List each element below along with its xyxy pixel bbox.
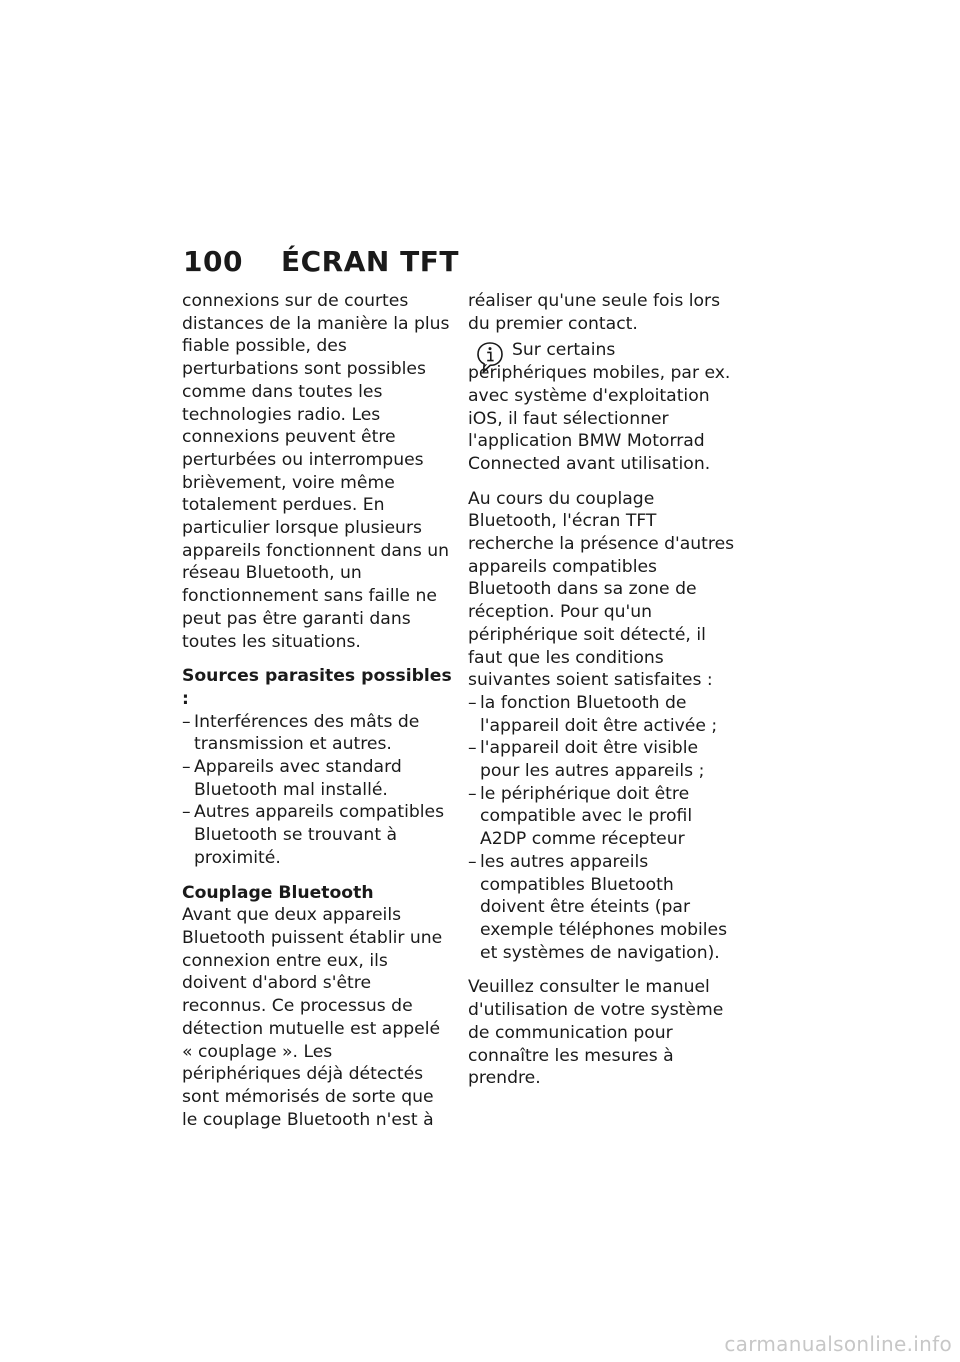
dash-icon: – <box>468 851 477 872</box>
pairing-heading: Couplage Bluetooth <box>182 882 374 903</box>
search-paragraph: Au cours du couplage Bluetooth, l'écran TFT recherche la présence d'autres appareils compatibles Bluetooth dans sa zone de réception. Pour qu'un périphérique soit détecté, il faut que les conditions suivantes soient satisfaites : <box>468 488 735 691</box>
dash-icon: – <box>182 757 191 778</box>
watermark-link[interactable]: carmanualsonline.info <box>724 1332 952 1356</box>
closing-paragraph: Veuillez consulter le manuel d'utilisation de votre système de communication pour connaître les mesures à prendre. <box>468 977 724 1089</box>
info-note <box>468 339 738 475</box>
list-item: – la fonction Bluetooth de l'appareil doit être activée ; <box>468 692 718 736</box>
page-number: 100 <box>183 245 243 278</box>
conditions-list <box>468 692 738 964</box>
dash-icon: – <box>468 783 477 804</box>
right-column <box>468 290 738 1102</box>
intro-paragraph: connexions sur de courtes distances de la manière la plus fiable possible, des perturbations sont possibles comme dans toutes les technologies radio. Les connexions peuvent être perturbées ou interrompues brièvement, voire même totalement perdues. En particulier lorsque plusieurs appareils fonctionnent dans un réseau Bluetooth, un fonctionnement sans faille ne peut pas être garanti dans toutes les situations. <box>182 291 450 652</box>
dash-icon: – <box>182 802 191 823</box>
list-item: – Interférences des mâts de transmission et autres. <box>182 711 420 755</box>
list-item: – l'appareil doit être visible pour les autres appareils ; <box>468 738 705 782</box>
list-item: – le périphérique doit être compatible avec le profil A2DP comme récepteur <box>468 783 693 850</box>
left-column <box>182 290 452 1143</box>
pairing-paragraph: Avant que deux appareils Bluetooth puissent établir une connexion entre eux, ils doivent d'abord s'être reconnus. Ce processus de détection mutuelle est appelé « couplage ». Les périphériques déjà détectés sont mémorisés de sorte que le couplage Bluetooth n'est à <box>182 905 443 1130</box>
interference-heading: Sources parasites possibles : <box>182 666 452 709</box>
section-title: ÉCRAN TFT <box>281 245 459 278</box>
list-item: – les autres appareils compatibles Bluetooth doivent être éteints (par exemple téléphones mobiles et systèmes de navigation). <box>468 851 728 963</box>
interference-list <box>182 711 452 870</box>
dash-icon: – <box>468 692 477 713</box>
dash-icon: – <box>182 711 191 732</box>
continuation-paragraph: réaliser qu'une seule fois lors du premier contact. <box>468 291 721 334</box>
dash-icon: – <box>468 738 477 759</box>
list-item: – Autres appareils compatibles Bluetooth se trouvant à proximité. <box>182 802 445 868</box>
info-icon <box>476 341 504 375</box>
note-text: Sur certains périphériques mobiles, par ex. avec système d'exploitation iOS, il faut sélectionner l'application BMW Motorrad Connected avant utilisation. <box>468 340 731 474</box>
page-header <box>183 245 459 278</box>
list-item: – Appareils avec standard Bluetooth mal installé. <box>182 757 402 800</box>
